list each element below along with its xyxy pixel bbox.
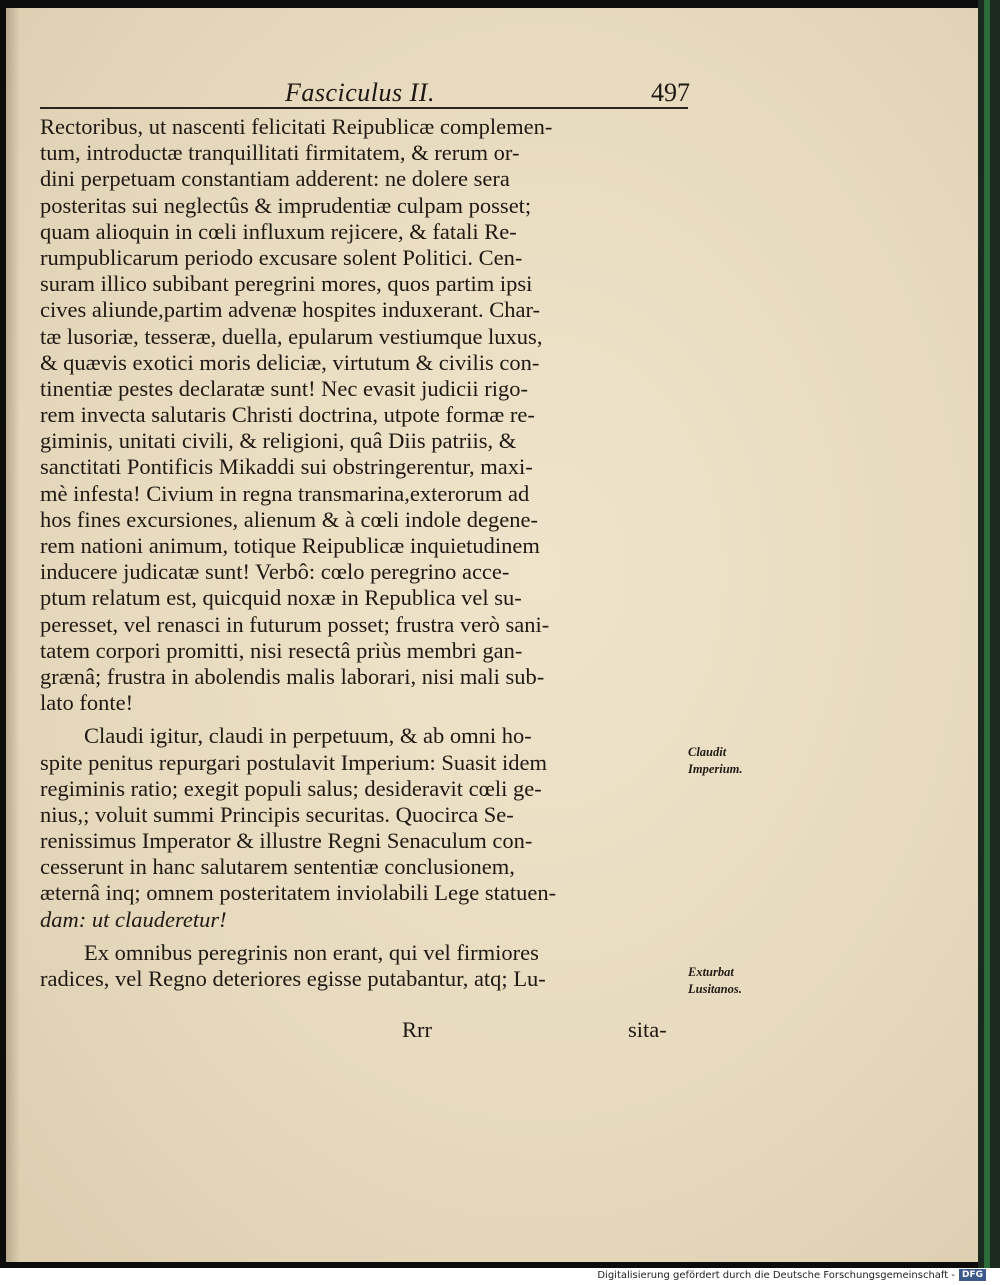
text-line: posteritas sui neglectûs & imprudentiæ culpam posset; <box>40 192 532 218</box>
text-line: Claudi igitur, claudi in perpetuum, & ab omni ho- <box>84 723 532 749</box>
header-rule <box>40 107 688 109</box>
text-line: mè infesta! Civium in regna transmarina,exterorum ad <box>40 480 530 506</box>
running-header <box>40 72 690 106</box>
marginal-note-line: Imperium. <box>688 762 743 776</box>
text-line: tinentiæ pestes declaratæ sunt! Nec evasit judicii rigo- <box>40 375 528 401</box>
text-line: tæ lusoriæ, tesseræ, duella, epularum vestiumque luxus, <box>40 323 543 349</box>
credit-text: Digitalisierung gefördert durch die Deutsche Forschungsgemeinschaft - <box>597 1269 955 1281</box>
text-line: sanctitati Pontificis Mikaddi sui obstringerentur, maxi- <box>40 454 533 480</box>
text-line: tum, introductæ tranquillitati firmitatem, & rerum or- <box>40 140 520 166</box>
catchword: sita- <box>628 1017 667 1042</box>
text-line: tatem corpori promitti, nisi resectâ priùs membri gan- <box>40 637 523 663</box>
paragraph-gap <box>40 716 690 723</box>
text-line: nius,; voluit summi Principis securitas. Quocirca Se- <box>40 801 514 827</box>
text-line: peresset, vel renasci in futurum posset; frustra verò sani- <box>40 611 550 637</box>
marginal-note-line: Exturbat <box>688 965 734 979</box>
page-number: 497 <box>651 78 690 107</box>
text-line: regiminis ratio; exegit populi salus; desideravit cœli ge- <box>40 775 542 801</box>
text-line: spite penitus repurgari postulavit Imperium: Suasit idem <box>40 749 548 775</box>
marginal-note-line: Claudit <box>688 745 727 759</box>
marginal-note-claudit <box>688 744 788 778</box>
calibration-strip-band <box>984 0 990 1268</box>
text-line: dini perpetuam constantiam adderent: ne dolere sera <box>40 166 510 192</box>
text-line: grænâ; frustra in abolendis malis laborari, nisi mali sub- <box>40 663 545 689</box>
text-line: æternâ inq; omnem posteritatem inviolabili Lege statuen- <box>40 880 557 906</box>
dfg-logo: DFG <box>959 1269 986 1281</box>
body-text <box>40 114 690 992</box>
text-line: cesserunt in hanc salutarem sententiæ conclusionem, <box>40 854 515 880</box>
digitization-credit <box>597 1269 986 1281</box>
header-title: Fasciculus II. <box>285 78 435 107</box>
text-line: lato fonte! <box>40 690 134 716</box>
text-line: ptum relatum est, quicquid noxæ in Republica vel su- <box>40 585 522 611</box>
text-line: suram illico subibant peregrini mores, quos partim ipsi <box>40 271 533 297</box>
text-line: inducere judicatæ sunt! Verbô: cœlo peregrino acce- <box>40 559 510 585</box>
text-line: quam alioquin in cœli influxum rejicere, & fatali Re- <box>40 218 517 244</box>
paragraph-gap <box>40 933 690 940</box>
text-line: Ex omnibus peregrinis non erant, qui vel firmiores <box>84 939 539 965</box>
text-line: cives aliunde,partim advenæ hospites induxerant. Char- <box>40 297 541 323</box>
text-line: rem nationi animum, totique Reipublicæ inquietudinem <box>40 533 540 558</box>
text-line: dam: ut clauderetur! <box>40 906 227 932</box>
text-line: radices, vel Regno deteriores egisse putabantur, atq; Lu- <box>40 966 546 991</box>
marginal-note-exturbat <box>688 964 788 998</box>
text-line: & quævis exotici moris deliciæ, virtutum & civilis con- <box>40 349 540 375</box>
text-line: rumpublicarum periodo excusare solent Politici. Cen- <box>40 244 523 270</box>
text-line: hos fines excursiones, alienum & à cœli indole degene- <box>40 506 538 532</box>
page-binding-edge <box>6 8 20 1262</box>
signature-mark: Rrr <box>402 1017 432 1042</box>
marginal-note-line: Lusitanos. <box>688 982 742 996</box>
text-line: Rectoribus, ut nascenti felicitati Reipublicæ complemen- <box>40 114 553 139</box>
text-line: rem invecta salutaris Christi doctrina, utpote formæ re- <box>40 402 535 428</box>
color-calibration-strip <box>978 0 1000 1268</box>
text-line: renissimus Imperator & illustre Regni Senaculum con- <box>40 828 533 854</box>
text-line: giminis, unitati civili, & religioni, quâ Diis patriis, & <box>40 428 517 454</box>
